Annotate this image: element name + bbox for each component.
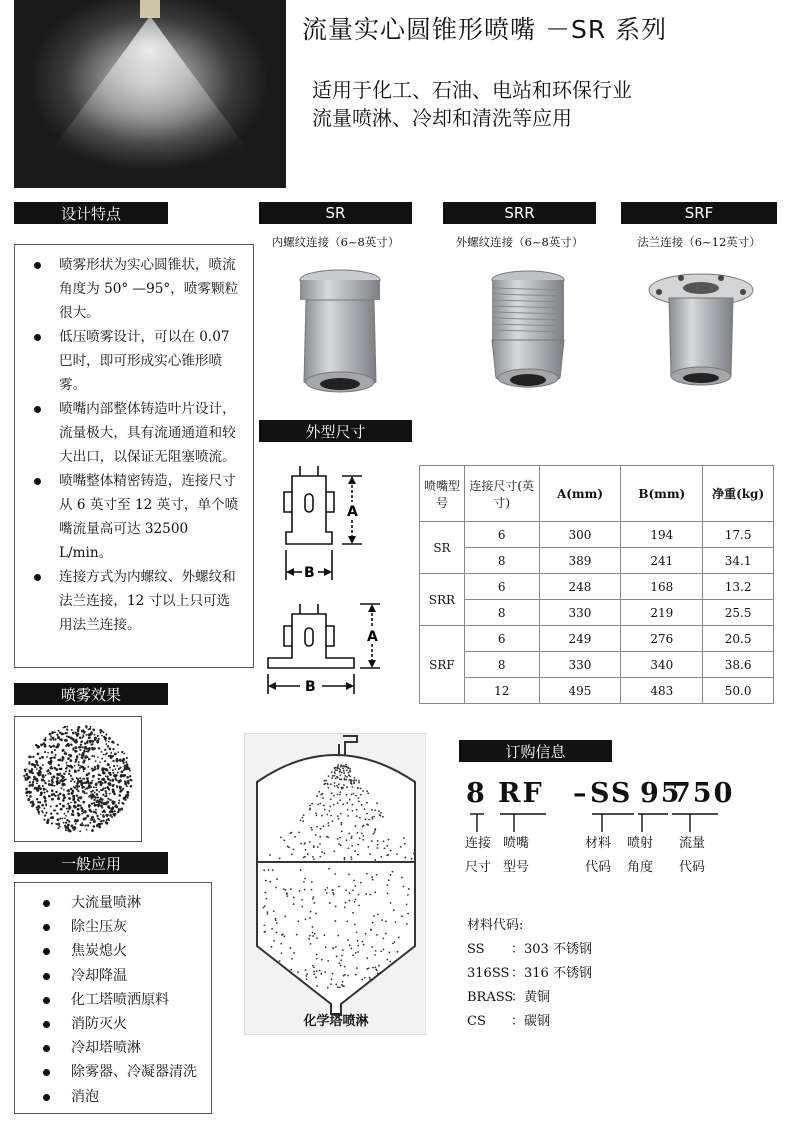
table-row	[420, 600, 774, 626]
order-part-angle: 95	[640, 778, 682, 809]
cell-w: 50.0	[703, 678, 774, 704]
application-item: 消泡	[27, 1085, 211, 1109]
dim-label-b-bottom: B	[305, 679, 316, 695]
cell-a: 248	[539, 574, 621, 600]
material-desc: ：黄铜	[511, 990, 551, 1005]
application-item: 除尘压灰	[27, 915, 211, 939]
application-item: 冷却塔喷淋	[27, 1036, 211, 1060]
feature-item: 低压喷雾设计，可以在 0.07 巴时，即可形成实心锥形喷雾。	[29, 325, 243, 397]
cell-w: 34.1	[703, 548, 774, 574]
spray-effect-box	[14, 716, 142, 842]
model-header-sr: SR	[259, 202, 412, 224]
cell-b: 241	[621, 548, 703, 574]
cell-b: 168	[621, 574, 703, 600]
order-code-underlines	[462, 810, 722, 834]
order-part-size: 8	[466, 778, 487, 809]
tower-caption: 化学塔喷淋	[303, 1014, 369, 1029]
tower-illustration	[245, 734, 427, 1036]
cell-a: 249	[539, 626, 621, 652]
table-row	[420, 574, 774, 600]
cell-w: 13.2	[703, 574, 774, 600]
subtitle-line-2: 流量喷淋、冷却和清洗等应用	[312, 106, 572, 130]
cell-w: 25.5	[703, 600, 774, 626]
dimensions-heading: 外型尺寸	[259, 420, 412, 442]
order-part-material: SS	[590, 778, 633, 809]
material-code: BRASS	[467, 990, 514, 1005]
material-title: 材料代码:	[467, 918, 524, 933]
hero-spray-photo	[14, 0, 286, 188]
table-row	[420, 626, 774, 652]
cell-a: 495	[539, 678, 621, 704]
cell-model: SRR	[420, 574, 465, 626]
application-heading: 一般应用	[14, 852, 168, 874]
feature-item: 喷嘴整体精密铸造，连接尺寸从 6 英寸至 12 英寸，单个喷嘴流量高可达 32500 L/min。	[29, 469, 243, 565]
cell-size: 8	[464, 652, 539, 678]
cell-size: 12	[464, 678, 539, 704]
cell-w: 20.5	[703, 626, 774, 652]
spec-table	[419, 465, 774, 704]
material-desc: ：303 不锈钢	[511, 942, 592, 957]
subtitle-line-1: 适用于化工、石油、电站和环保行业	[312, 78, 632, 102]
material-desc: ：316 不锈钢	[511, 966, 592, 981]
material-row	[467, 1010, 667, 1034]
cell-b: 276	[621, 626, 703, 652]
model-header-srr: SRR	[443, 202, 596, 224]
feature-item: 喷雾形状为实心圆锥状，喷流角度为 50° —95°，喷雾颗粒很大。	[29, 253, 243, 325]
cell-size: 8	[464, 600, 539, 626]
model-header-srf: SRF	[621, 202, 777, 224]
feature-item: 喷嘴内部整体铸造叶片设计，流量极大，具有流通通道和较大出口，以保证无阻塞喷流。	[29, 397, 243, 469]
col-header-weight: 净重(kg)	[703, 466, 774, 522]
cell-w: 38.6	[703, 652, 774, 678]
col-header-a: A(mm)	[539, 466, 621, 522]
application-item: 化工塔喷洒原料	[27, 988, 211, 1012]
material-code: 316SS	[467, 966, 510, 981]
feature-item: 连接方式为内螺纹、外螺纹和法兰连接，12 寸以上只可选用法兰连接。	[29, 565, 243, 637]
cell-a: 300	[539, 522, 621, 548]
cell-size: 8	[464, 548, 539, 574]
srr-nozzle-image	[478, 266, 578, 404]
col-header-model: 喷嘴型号	[420, 466, 465, 522]
sr-nozzle-image	[290, 264, 390, 404]
cell-b: 194	[621, 522, 703, 548]
cell-a: 389	[539, 548, 621, 574]
cell-w: 17.5	[703, 522, 774, 548]
spray-effect-heading: 喷雾效果	[14, 683, 168, 705]
order-part-model: RF	[498, 778, 544, 809]
material-code: CS	[467, 1014, 486, 1029]
features-heading: 设计特点	[14, 202, 168, 224]
cell-a: 330	[539, 652, 621, 678]
page-subtitle	[312, 76, 632, 132]
cell-size: 6	[464, 522, 539, 548]
cell-model: SRF	[420, 626, 465, 704]
model-caption-srr: 外螺纹连接（6~8英寸）	[455, 235, 584, 249]
application-item: 除雾器、冷凝器清洗	[27, 1060, 211, 1084]
spray-pattern-image	[15, 717, 141, 841]
cell-a: 330	[539, 600, 621, 626]
table-row	[420, 548, 774, 574]
material-row	[467, 986, 667, 1010]
material-row	[467, 962, 667, 986]
cell-b: 483	[621, 678, 703, 704]
material-row	[467, 938, 667, 962]
cell-b: 340	[621, 652, 703, 678]
tower-illustration-box	[244, 733, 426, 1035]
application-list	[27, 891, 211, 1109]
material-desc: ：碳钢	[511, 1014, 551, 1029]
table-row	[420, 678, 774, 704]
application-box	[14, 882, 212, 1114]
order-label-flow: 流量 代码	[678, 836, 705, 875]
application-item: 冷却降温	[27, 964, 211, 988]
model-caption-srf: 法兰连接（6~12英寸）	[637, 235, 761, 249]
spray-cone-image	[14, 0, 286, 188]
table-row	[420, 652, 774, 678]
model-caption-sr: 内螺纹连接（6~8英寸）	[271, 235, 400, 249]
dim-label-a-top: A	[347, 504, 358, 520]
order-label-angle: 喷射 角度	[626, 836, 653, 875]
application-item: 大流量喷淋	[27, 891, 211, 915]
features-list	[29, 253, 243, 637]
page-title: 流量实心圆锥形喷嘴 －SR 系列	[302, 15, 668, 44]
order-label-size: 连接 尺寸	[464, 836, 491, 875]
order-label-model: 喷嘴 型号	[502, 836, 529, 875]
material-list	[467, 938, 667, 1034]
cell-size: 6	[464, 574, 539, 600]
cell-b: 219	[621, 600, 703, 626]
dim-label-a-bottom: A	[367, 629, 378, 645]
order-heading: 订购信息	[459, 740, 612, 762]
cell-model: SR	[420, 522, 465, 574]
application-item: 焦炭熄火	[27, 939, 211, 963]
material-code: SS	[467, 942, 485, 957]
application-item: 消防灭火	[27, 1012, 211, 1036]
dim-label-b-top: B	[304, 565, 315, 581]
srf-nozzle-image	[645, 264, 757, 400]
spec-table-body	[420, 522, 774, 704]
dimension-drawings	[262, 462, 402, 702]
cell-size: 6	[464, 626, 539, 652]
table-row	[420, 522, 774, 548]
order-part-flow: 750	[672, 778, 735, 809]
features-box	[14, 244, 254, 668]
order-part-dash: –	[573, 778, 589, 809]
col-header-b: B(mm)	[621, 466, 703, 522]
order-label-material: 材料 代码	[584, 836, 611, 875]
col-header-size: 连接尺寸(英寸)	[464, 466, 539, 522]
